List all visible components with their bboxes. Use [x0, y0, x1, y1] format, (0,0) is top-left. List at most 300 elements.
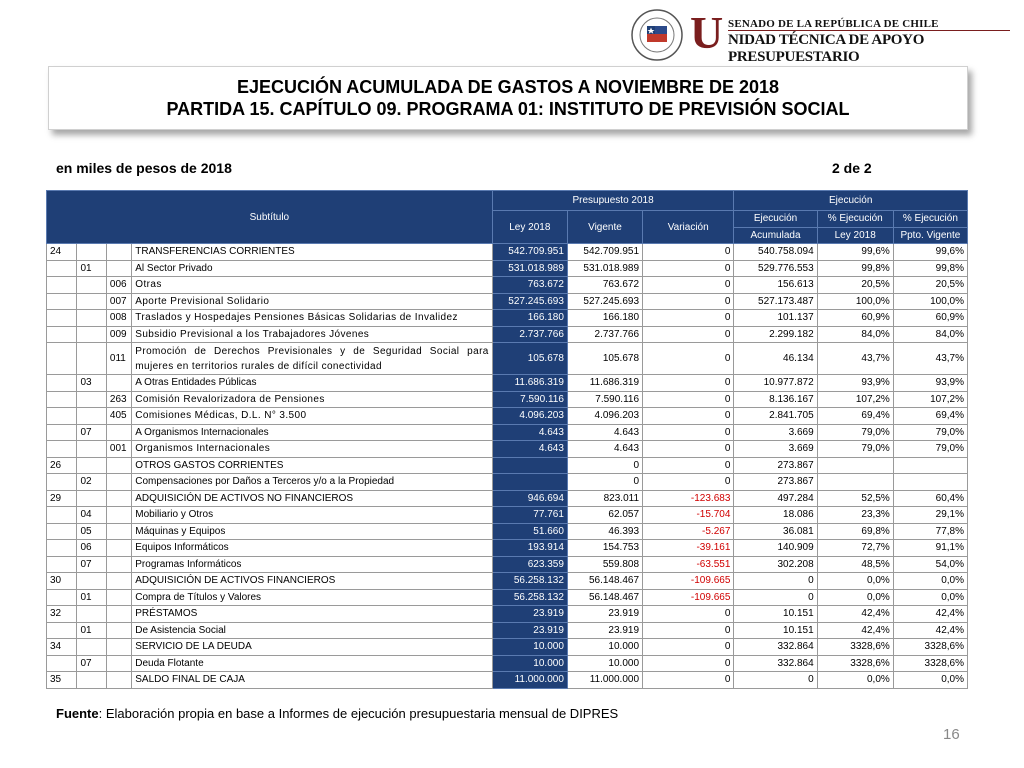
cell-asignacion — [106, 540, 131, 557]
cell-pct-vigente: 0,0% — [893, 573, 967, 590]
cell-ley: 763.672 — [492, 277, 567, 294]
cell-ejecucion: 140.909 — [734, 540, 817, 557]
cell-subtitulo: 32 — [47, 606, 77, 623]
cell-pct-ley: 69,8% — [817, 523, 893, 540]
cell-item — [77, 490, 106, 507]
cell-ejecucion: 3.669 — [734, 441, 817, 458]
cell-variacion: 0 — [643, 606, 734, 623]
cell-ley: 527.245.693 — [492, 293, 567, 310]
cell-item: 03 — [77, 375, 106, 392]
cell-subtitulo — [47, 343, 77, 375]
cell-item — [77, 573, 106, 590]
header-vigente: Vigente — [567, 211, 642, 244]
cell-asignacion: 405 — [106, 408, 131, 425]
table-row — [47, 244, 968, 261]
cell-asignacion: 008 — [106, 310, 131, 327]
cell-ley: 623.359 — [492, 556, 567, 573]
cell-asignacion — [106, 424, 131, 441]
cell-description: Máquinas y Equipos — [132, 523, 493, 540]
cell-asignacion — [106, 523, 131, 540]
table-row — [47, 655, 968, 672]
cell-pct-vigente: 29,1% — [893, 507, 967, 524]
cell-ley: 166.180 — [492, 310, 567, 327]
cell-pct-ley: 0,0% — [817, 672, 893, 689]
table-row — [47, 639, 968, 656]
cell-asignacion — [106, 672, 131, 689]
cell-variacion: 0 — [643, 441, 734, 458]
cell-vigente: 4.643 — [567, 424, 642, 441]
cell-asignacion: 001 — [106, 441, 131, 458]
cell-subtitulo — [47, 424, 77, 441]
cell-pct-ley: 42,4% — [817, 606, 893, 623]
table-row — [47, 375, 968, 392]
cell-vigente: 763.672 — [567, 277, 642, 294]
cell-description: Organismos Internacionales — [132, 441, 493, 458]
cell-variacion: 0 — [643, 310, 734, 327]
cell-vigente: 542.709.951 — [567, 244, 642, 261]
table-row — [47, 474, 968, 491]
cell-vigente: 23.919 — [567, 622, 642, 639]
cell-pct-vigente: 60,9% — [893, 310, 967, 327]
cell-ejecucion: 0 — [734, 573, 817, 590]
cell-pct-ley: 3328,6% — [817, 639, 893, 656]
cell-pct-vigente — [893, 457, 967, 474]
cell-item — [77, 293, 106, 310]
cell-asignacion — [106, 375, 131, 392]
cell-subtitulo — [47, 523, 77, 540]
cell-ley: 77.761 — [492, 507, 567, 524]
cell-vigente: 559.808 — [567, 556, 642, 573]
cell-variacion: -63.551 — [643, 556, 734, 573]
cell-subtitulo — [47, 260, 77, 277]
cell-ley: 51.660 — [492, 523, 567, 540]
cell-ejecucion: 36.081 — [734, 523, 817, 540]
cell-item: 01 — [77, 589, 106, 606]
table-row — [47, 523, 968, 540]
cell-item: 01 — [77, 260, 106, 277]
table-row — [47, 310, 968, 327]
cell-variacion: 0 — [643, 277, 734, 294]
header-ejecucion-acum-2: Acumulada — [734, 227, 817, 244]
cell-ley: 23.919 — [492, 606, 567, 623]
cell-item — [77, 457, 106, 474]
cell-variacion: 0 — [643, 672, 734, 689]
cell-pct-vigente: 69,4% — [893, 408, 967, 425]
cell-pct-vigente: 42,4% — [893, 622, 967, 639]
table-row — [47, 540, 968, 557]
cell-asignacion — [106, 244, 131, 261]
cell-asignacion — [106, 589, 131, 606]
cell-pct-vigente: 43,7% — [893, 343, 967, 375]
cell-pct-ley: 23,3% — [817, 507, 893, 524]
cell-variacion: 0 — [643, 375, 734, 392]
cell-ejecucion: 18.086 — [734, 507, 817, 524]
cell-pct-vigente: 60,4% — [893, 490, 967, 507]
cell-variacion: 0 — [643, 655, 734, 672]
header-presupuesto: Presupuesto 2018 — [492, 191, 734, 211]
cell-asignacion — [106, 655, 131, 672]
cell-item: 01 — [77, 622, 106, 639]
cell-ley: 10.000 — [492, 639, 567, 656]
cell-ley: 56.258.132 — [492, 589, 567, 606]
cell-ejecucion: 497.284 — [734, 490, 817, 507]
cell-description: TRANSFERENCIAS CORRIENTES — [132, 244, 493, 261]
page-indicator: 2 de 2 — [832, 160, 872, 176]
table-row — [47, 391, 968, 408]
table-row — [47, 589, 968, 606]
cell-item: 05 — [77, 523, 106, 540]
header-ejecucion-acum-1: Ejecución — [734, 211, 817, 228]
cell-vigente: 10.000 — [567, 639, 642, 656]
cell-description: ADQUISICIÓN DE ACTIVOS FINANCIEROS — [132, 573, 493, 590]
logo-unit-name: NIDAD TÉCNICA DE APOYO PRESUPUESTARIO — [728, 32, 925, 65]
cell-description: Promoción de Derechos Previsionales y de Seguridad Social para mujeres en territorios rurales de difícil conectividad — [132, 343, 493, 375]
cell-asignacion: 009 — [106, 326, 131, 343]
budget-table — [46, 190, 968, 689]
cell-item: 07 — [77, 655, 106, 672]
cell-ley: 531.018.989 — [492, 260, 567, 277]
cell-vigente: 4.096.203 — [567, 408, 642, 425]
cell-variacion: 0 — [643, 457, 734, 474]
cell-pct-vigente: 77,8% — [893, 523, 967, 540]
cell-subtitulo — [47, 375, 77, 392]
cell-vigente: 154.753 — [567, 540, 642, 557]
cell-item: 02 — [77, 474, 106, 491]
cell-ejecucion: 0 — [734, 672, 817, 689]
cell-subtitulo — [47, 589, 77, 606]
cell-variacion: 0 — [643, 474, 734, 491]
cell-ley: 10.000 — [492, 655, 567, 672]
units-label: en miles de pesos de 2018 — [56, 160, 232, 176]
cell-ejecucion: 46.134 — [734, 343, 817, 375]
cell-item: 06 — [77, 540, 106, 557]
cell-pct-vigente: 79,0% — [893, 424, 967, 441]
cell-asignacion — [106, 573, 131, 590]
cell-ley: 2.737.766 — [492, 326, 567, 343]
table-row — [47, 573, 968, 590]
cell-ejecucion: 273.867 — [734, 457, 817, 474]
cell-vigente: 4.643 — [567, 441, 642, 458]
budget-table-body — [47, 244, 968, 689]
cell-description: Equipos Informáticos — [132, 540, 493, 557]
cell-vigente: 531.018.989 — [567, 260, 642, 277]
cell-variacion: 0 — [643, 639, 734, 656]
table-row — [47, 457, 968, 474]
table-row — [47, 260, 968, 277]
cell-pct-ley: 99,6% — [817, 244, 893, 261]
cell-pct-ley: 52,5% — [817, 490, 893, 507]
cell-asignacion — [106, 639, 131, 656]
cell-variacion: 0 — [643, 260, 734, 277]
cell-vigente: 823.011 — [567, 490, 642, 507]
cell-ejecucion: 8.136.167 — [734, 391, 817, 408]
cell-pct-ley: 3328,6% — [817, 655, 893, 672]
header-subtitulo: Subtítulo — [47, 191, 493, 244]
cell-vigente: 11.000.000 — [567, 672, 642, 689]
cell-vigente: 0 — [567, 457, 642, 474]
cell-variacion: -109.665 — [643, 589, 734, 606]
cell-vigente: 7.590.116 — [567, 391, 642, 408]
cell-asignacion — [106, 260, 131, 277]
cell-description: Subsidio Previsional a los Trabajadores Jóvenes — [132, 326, 493, 343]
cell-item — [77, 310, 106, 327]
cell-variacion: 0 — [643, 343, 734, 375]
cell-ley: 193.914 — [492, 540, 567, 557]
cell-subtitulo — [47, 326, 77, 343]
cell-ley — [492, 474, 567, 491]
cell-ley: 7.590.116 — [492, 391, 567, 408]
cell-variacion: -5.267 — [643, 523, 734, 540]
cell-ejecucion: 332.864 — [734, 655, 817, 672]
cell-pct-ley: 79,0% — [817, 441, 893, 458]
cell-pct-ley: 48,5% — [817, 556, 893, 573]
cell-pct-vigente: 93,9% — [893, 375, 967, 392]
cell-ley: 105.678 — [492, 343, 567, 375]
cell-subtitulo — [47, 474, 77, 491]
cell-pct-ley: 43,7% — [817, 343, 893, 375]
cell-description: Otras — [132, 277, 493, 294]
cell-vigente: 46.393 — [567, 523, 642, 540]
table-row — [47, 293, 968, 310]
cell-variacion: -109.665 — [643, 573, 734, 590]
cell-pct-ley: 69,4% — [817, 408, 893, 425]
cell-vigente: 11.686.319 — [567, 375, 642, 392]
cell-item — [77, 639, 106, 656]
table-row — [47, 424, 968, 441]
cell-pct-vigente: 91,1% — [893, 540, 967, 557]
cell-pct-ley: 0,0% — [817, 589, 893, 606]
cell-item — [77, 606, 106, 623]
cell-vigente: 62.057 — [567, 507, 642, 524]
table-row — [47, 408, 968, 425]
cell-description: Comisiones Médicas, D.L. N° 3.500 — [132, 408, 493, 425]
source-label: Fuente — [56, 706, 99, 721]
cell-description: Traslados y Hospedajes Pensiones Básicas Solidarias de Invalidez — [132, 310, 493, 327]
cell-subtitulo: 29 — [47, 490, 77, 507]
cell-pct-vigente: 79,0% — [893, 441, 967, 458]
cell-pct-vigente: 100,0% — [893, 293, 967, 310]
cell-ejecucion: 302.208 — [734, 556, 817, 573]
cell-pct-vigente: 3328,6% — [893, 639, 967, 656]
header-ley: Ley 2018 — [492, 211, 567, 244]
cell-subtitulo — [47, 408, 77, 425]
cell-item: 07 — [77, 556, 106, 573]
cell-ley: 11.000.000 — [492, 672, 567, 689]
cell-subtitulo: 24 — [47, 244, 77, 261]
logo-divider — [728, 30, 1010, 31]
cell-description: Aporte Previsional Solidario — [132, 293, 493, 310]
cell-ejecucion: 2.841.705 — [734, 408, 817, 425]
cell-vigente: 2.737.766 — [567, 326, 642, 343]
cell-pct-ley: 42,4% — [817, 622, 893, 639]
table-row — [47, 507, 968, 524]
cell-item — [77, 408, 106, 425]
cell-item — [77, 391, 106, 408]
cell-subtitulo: 30 — [47, 573, 77, 590]
title-box — [48, 66, 968, 130]
cell-pct-ley: 100,0% — [817, 293, 893, 310]
cell-pct-vigente: 20,5% — [893, 277, 967, 294]
cell-item — [77, 672, 106, 689]
table-row — [47, 606, 968, 623]
header-variacion: Variación — [643, 211, 734, 244]
cell-asignacion — [106, 474, 131, 491]
cell-subtitulo — [47, 277, 77, 294]
cell-description: Programas Informáticos — [132, 556, 493, 573]
cell-item — [77, 277, 106, 294]
cell-asignacion — [106, 490, 131, 507]
cell-variacion: 0 — [643, 244, 734, 261]
cell-description: Comisión Revalorizadora de Pensiones — [132, 391, 493, 408]
cell-vigente: 527.245.693 — [567, 293, 642, 310]
cell-asignacion: 006 — [106, 277, 131, 294]
cell-asignacion: 011 — [106, 343, 131, 375]
cell-subtitulo — [47, 622, 77, 639]
cell-asignacion — [106, 556, 131, 573]
cell-description: Al Sector Privado — [132, 260, 493, 277]
title-line-2: PARTIDA 15. CAPÍTULO 09. PROGRAMA 01: INSTITUTO DE PREVISIÓN SOCIAL — [166, 99, 850, 119]
cell-ejecucion: 10.977.872 — [734, 375, 817, 392]
cell-asignacion — [106, 622, 131, 639]
cell-variacion: 0 — [643, 391, 734, 408]
cell-vigente: 56.148.467 — [567, 589, 642, 606]
cell-variacion: 0 — [643, 424, 734, 441]
cell-vigente: 23.919 — [567, 606, 642, 623]
cell-description: Compensaciones por Daños a Terceros y/o a la Propiedad — [132, 474, 493, 491]
header-pct-vig-1: % Ejecución — [893, 211, 967, 228]
cell-vigente: 0 — [567, 474, 642, 491]
cell-ejecucion: 10.151 — [734, 606, 817, 623]
cell-variacion: 0 — [643, 622, 734, 639]
cell-description: A Organismos Internacionales — [132, 424, 493, 441]
cell-pct-vigente: 99,8% — [893, 260, 967, 277]
cell-asignacion: 263 — [106, 391, 131, 408]
cell-ejecucion: 332.864 — [734, 639, 817, 656]
table-row — [47, 277, 968, 294]
cell-pct-vigente: 84,0% — [893, 326, 967, 343]
table-row — [47, 622, 968, 639]
cell-description: De Asistencia Social — [132, 622, 493, 639]
cell-subtitulo — [47, 391, 77, 408]
cell-subtitulo — [47, 556, 77, 573]
cell-subtitulo — [47, 655, 77, 672]
cell-ley: 4.643 — [492, 424, 567, 441]
source-text: : Elaboración propia en base a Informes de ejecución presupuestaria mensual de DIPRES — [98, 706, 619, 721]
cell-ley: 23.919 — [492, 622, 567, 639]
source-note — [56, 706, 618, 721]
cell-variacion: 0 — [643, 408, 734, 425]
cell-ejecucion: 0 — [734, 589, 817, 606]
cell-ejecucion: 101.137 — [734, 310, 817, 327]
logo-letter: U — [690, 7, 724, 58]
cell-pct-ley: 60,9% — [817, 310, 893, 327]
header-pct-vig-2: Ppto. Vigente — [893, 227, 967, 244]
cell-description: OTROS GASTOS CORRIENTES — [132, 457, 493, 474]
cell-variacion: -15.704 — [643, 507, 734, 524]
cell-subtitulo: 26 — [47, 457, 77, 474]
cell-description: Mobiliario y Otros — [132, 507, 493, 524]
cell-ley: 542.709.951 — [492, 244, 567, 261]
table-row — [47, 326, 968, 343]
cell-ejecucion: 540.758.094 — [734, 244, 817, 261]
table-row — [47, 556, 968, 573]
header-pct-ley-1: % Ejecución — [817, 211, 893, 228]
cell-ejecucion: 10.151 — [734, 622, 817, 639]
logo-institution: SENADO DE LA REPÚBLICA DE CHILE — [728, 18, 939, 30]
cell-description: SERVICIO DE LA DEUDA — [132, 639, 493, 656]
header-ejecucion-group: Ejecución — [734, 191, 968, 211]
header-logo — [630, 7, 1020, 65]
title-line-1: EJECUCIÓN ACUMULADA DE GASTOS A NOVIEMBRE DE 2018 — [236, 77, 780, 97]
table-row — [47, 441, 968, 458]
cell-ley: 11.686.319 — [492, 375, 567, 392]
cell-pct-vigente — [893, 474, 967, 491]
cell-ley: 56.258.132 — [492, 573, 567, 590]
cell-subtitulo — [47, 310, 77, 327]
cell-vigente: 56.148.467 — [567, 573, 642, 590]
table-row — [47, 490, 968, 507]
cell-item — [77, 343, 106, 375]
cell-ejecucion: 3.669 — [734, 424, 817, 441]
cell-vigente: 105.678 — [567, 343, 642, 375]
cell-pct-vigente: 3328,6% — [893, 655, 967, 672]
cell-pct-ley: 99,8% — [817, 260, 893, 277]
cell-pct-vigente: 99,6% — [893, 244, 967, 261]
cell-pct-ley — [817, 457, 893, 474]
cell-subtitulo — [47, 441, 77, 458]
cell-vigente: 10.000 — [567, 655, 642, 672]
cell-pct-ley: 0,0% — [817, 573, 893, 590]
cell-item — [77, 441, 106, 458]
cell-ejecucion: 529.776.553 — [734, 260, 817, 277]
cell-pct-ley: 93,9% — [817, 375, 893, 392]
table-row — [47, 672, 968, 689]
cell-ejecucion: 156.613 — [734, 277, 817, 294]
cell-ley: 4.643 — [492, 441, 567, 458]
cell-pct-ley: 84,0% — [817, 326, 893, 343]
cell-asignacion — [106, 606, 131, 623]
cell-ley: 946.694 — [492, 490, 567, 507]
cell-description: ADQUISICIÓN DE ACTIVOS NO FINANCIEROS — [132, 490, 493, 507]
cell-item — [77, 326, 106, 343]
cell-variacion: 0 — [643, 326, 734, 343]
cell-variacion: 0 — [643, 293, 734, 310]
cell-pct-vigente: 0,0% — [893, 589, 967, 606]
table-row — [47, 343, 968, 375]
cell-item — [77, 244, 106, 261]
cell-description: A Otras Entidades Públicas — [132, 375, 493, 392]
cell-ejecucion: 2.299.182 — [734, 326, 817, 343]
cell-pct-vigente: 0,0% — [893, 672, 967, 689]
cell-subtitulo — [47, 507, 77, 524]
cell-item: 07 — [77, 424, 106, 441]
cell-pct-ley — [817, 474, 893, 491]
cell-subtitulo: 34 — [47, 639, 77, 656]
cell-pct-ley: 79,0% — [817, 424, 893, 441]
cell-ejecucion: 273.867 — [734, 474, 817, 491]
cell-description: SALDO FINAL DE CAJA — [132, 672, 493, 689]
cell-pct-ley: 107,2% — [817, 391, 893, 408]
cell-ley — [492, 457, 567, 474]
header-pct-ley-2: Ley 2018 — [817, 227, 893, 244]
cell-pct-vigente: 42,4% — [893, 606, 967, 623]
cell-description: Deuda Flotante — [132, 655, 493, 672]
cell-asignacion — [106, 507, 131, 524]
cell-pct-ley: 72,7% — [817, 540, 893, 557]
page-number: 16 — [943, 726, 960, 743]
cell-description: Compra de Títulos y Valores — [132, 589, 493, 606]
cell-subtitulo — [47, 540, 77, 557]
